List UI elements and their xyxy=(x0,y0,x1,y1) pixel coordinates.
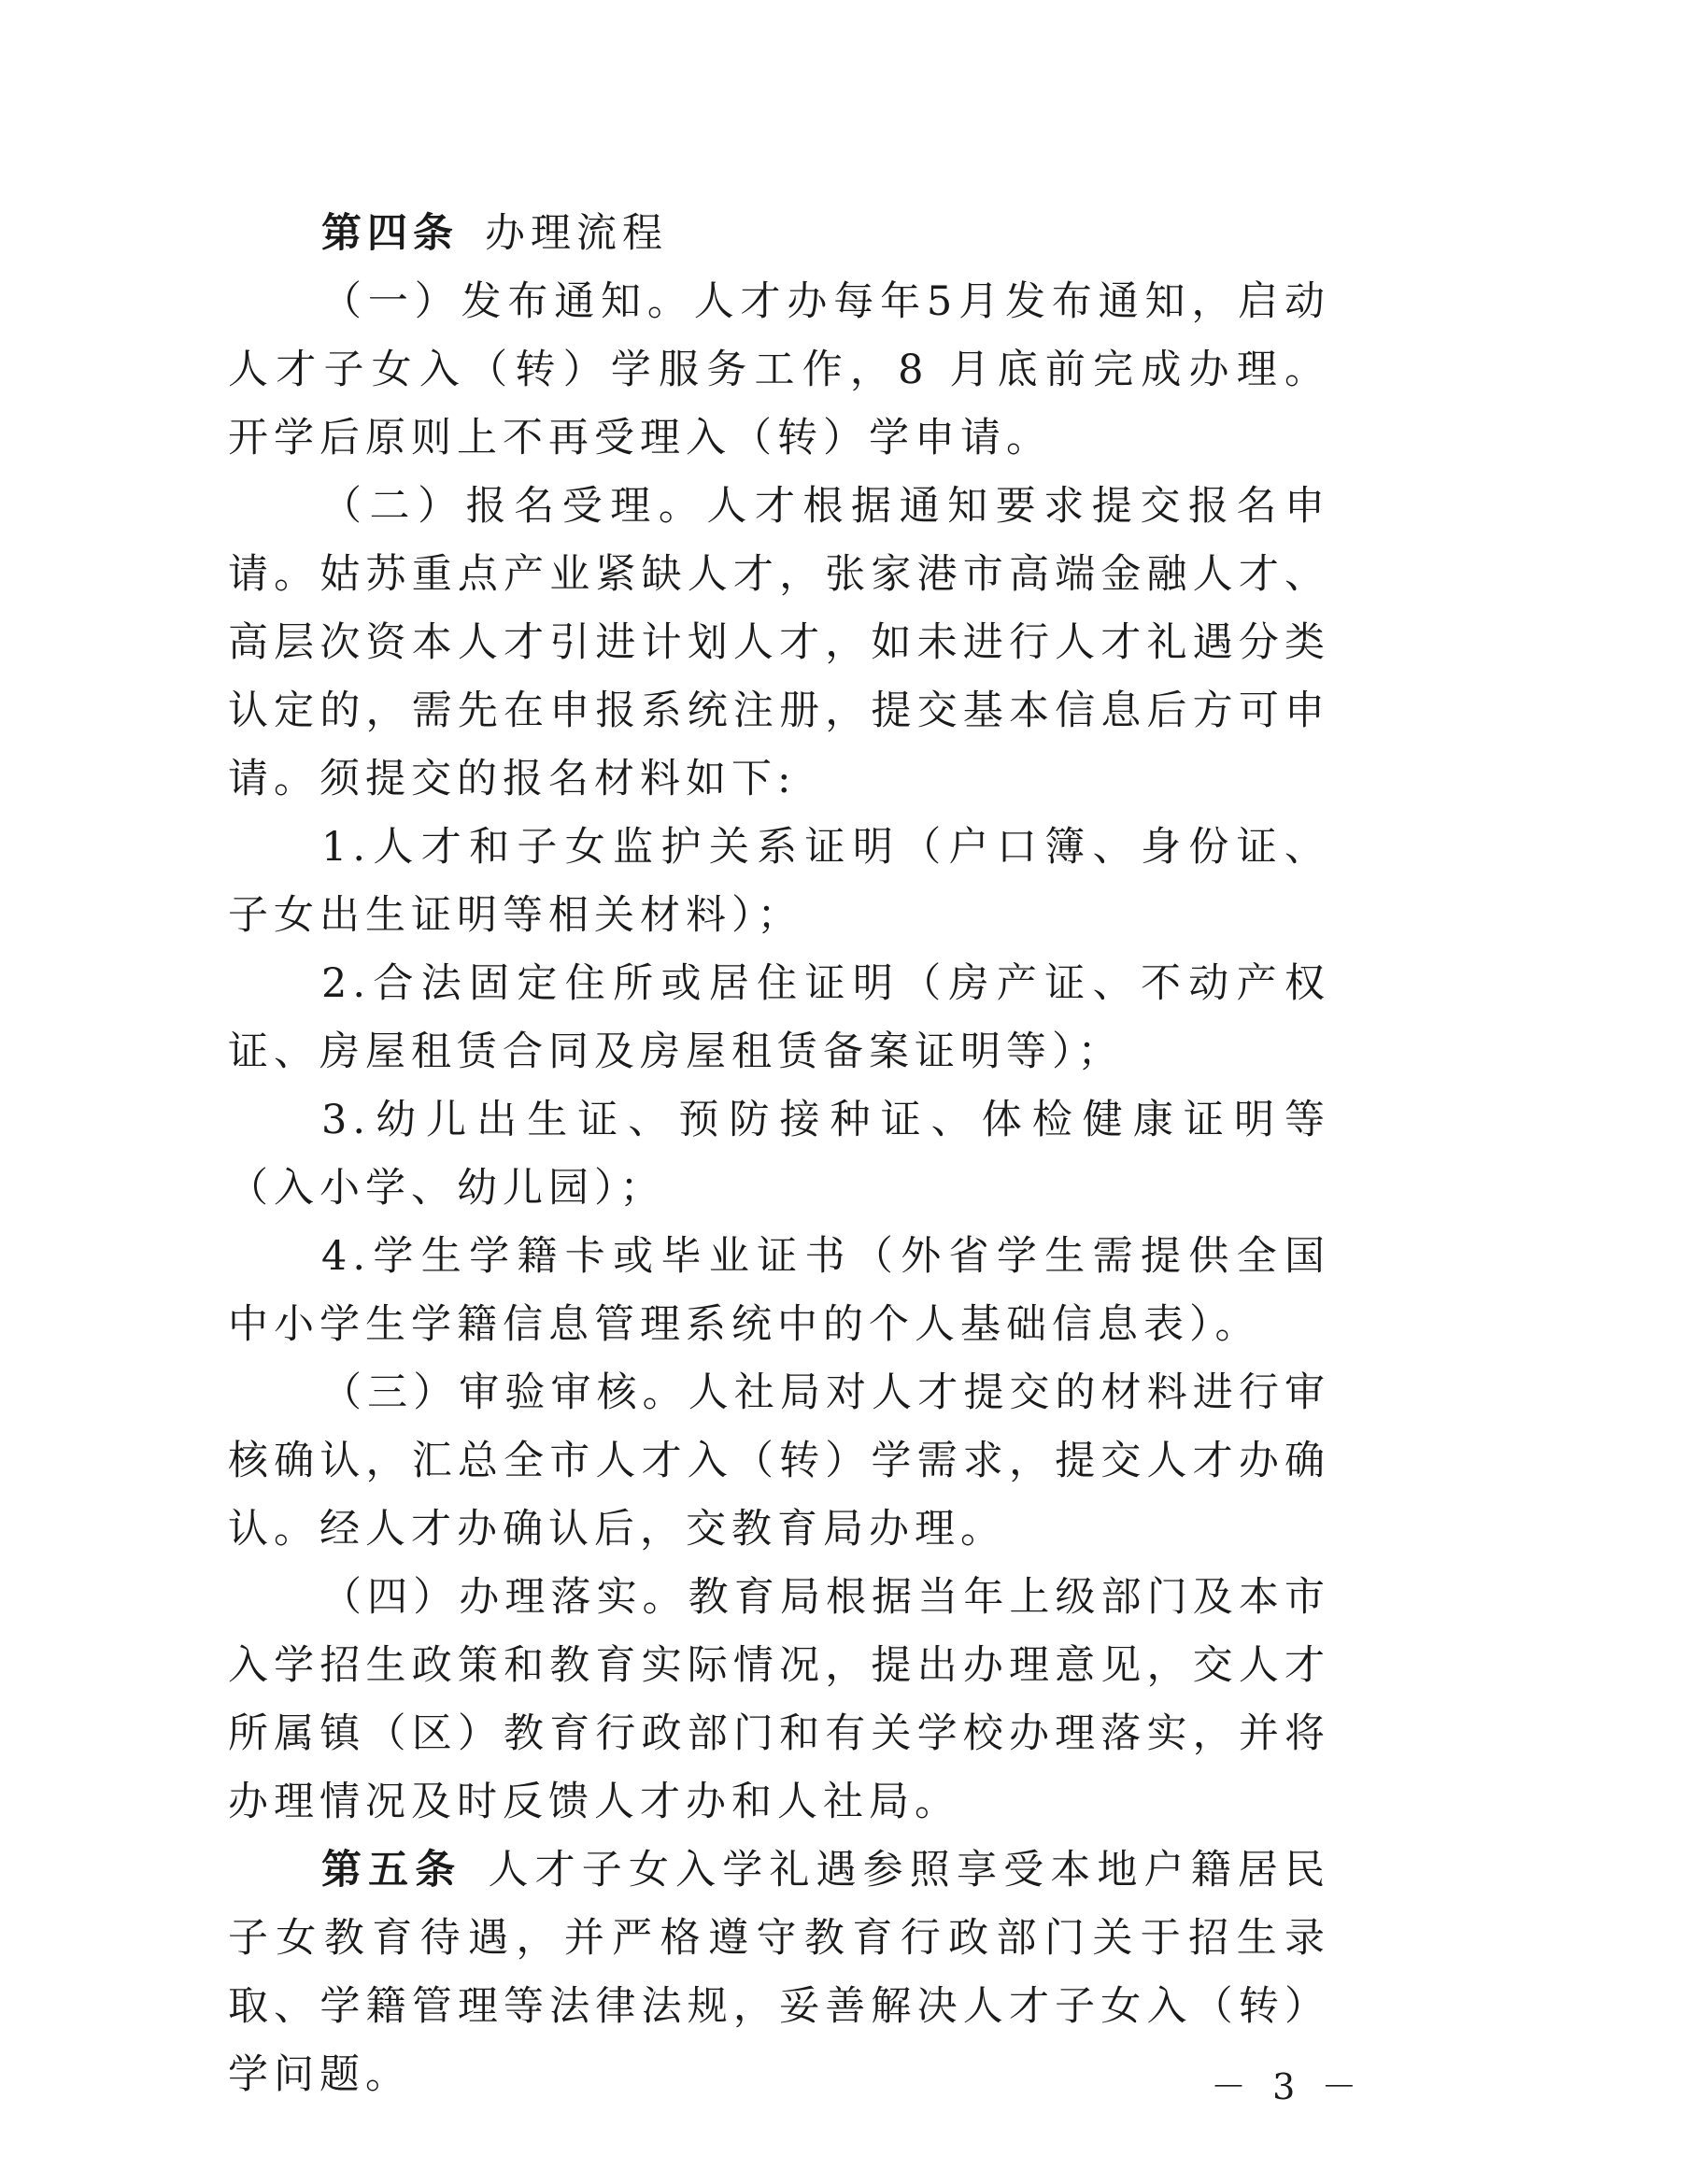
step-3-paragraph: （三）审验审核。人社局对人才提交的材料进行审核确认，汇总全市人才入（转）学需求，提交人才办确认。经人才办确认后，交教育局办理。 xyxy=(228,1369,1330,1553)
article-4-label: 第四条 xyxy=(321,210,459,257)
article-5-paragraph xyxy=(228,1837,1330,2109)
step-1-paragraph: （一）发布通知。人才办每年5月发布通知，启动人才子女入（转）学服务工作，8 月底前完成办理。开学后原则上不再受理入（转）学申请。 xyxy=(228,278,1330,461)
article-4-title: 办理流程 xyxy=(485,210,668,257)
step-2-paragraph: （二）报名受理。人才根据通知要求提交报名申请。姑苏重点产业紧缺人才，张家港市高端金融人才、高层次资本人才引进计划人才，如未进行人才礼遇分类认定的，需先在申报系统注册，提交基本信息后方可申请。须提交的报名材料如下: xyxy=(228,483,1330,802)
page-number: － 3 － xyxy=(1211,2066,1365,2107)
step-4-paragraph: （四）办理落实。教育局根据当年上级部门及本市入学招生政策和教育实际情况，提出办理意见，交人才所属镇（区）教育行政部门和有关学校办理落实，并将办理情况及时反馈人才办和人社局。 xyxy=(228,1574,1330,1825)
document-body xyxy=(228,200,1330,2109)
material-item-2: 2.合法固定住所或居住证明（房产证、不动产权证、房屋租赁合同及房屋租赁备案证明等）； xyxy=(228,960,1330,1075)
material-item-1: 1.人才和子女监护关系证明（户口簿、身份证、子女出生证明等相关材料）； xyxy=(228,824,1330,939)
material-item-4: 4.学生学籍卡或毕业证书（外省学生需提供全国中小学生学籍信息管理系统中的个人基础信息表）。 xyxy=(228,1233,1330,1348)
article-5-label: 第五条 xyxy=(321,1847,462,1893)
article-5-text: 人才子女入学礼遇参照享受本地户籍居民子女教育待遇，并严格遵守教育行政部门关于招生录取、学籍管理等法律法规，妥善解决人才子女入（转）学问题。 xyxy=(228,1847,1331,2098)
article-4-heading xyxy=(228,200,1330,268)
material-item-3: 3.幼儿出生证、预防接种证、体检健康证明等（入小学、幼儿园）； xyxy=(228,1097,1330,1212)
